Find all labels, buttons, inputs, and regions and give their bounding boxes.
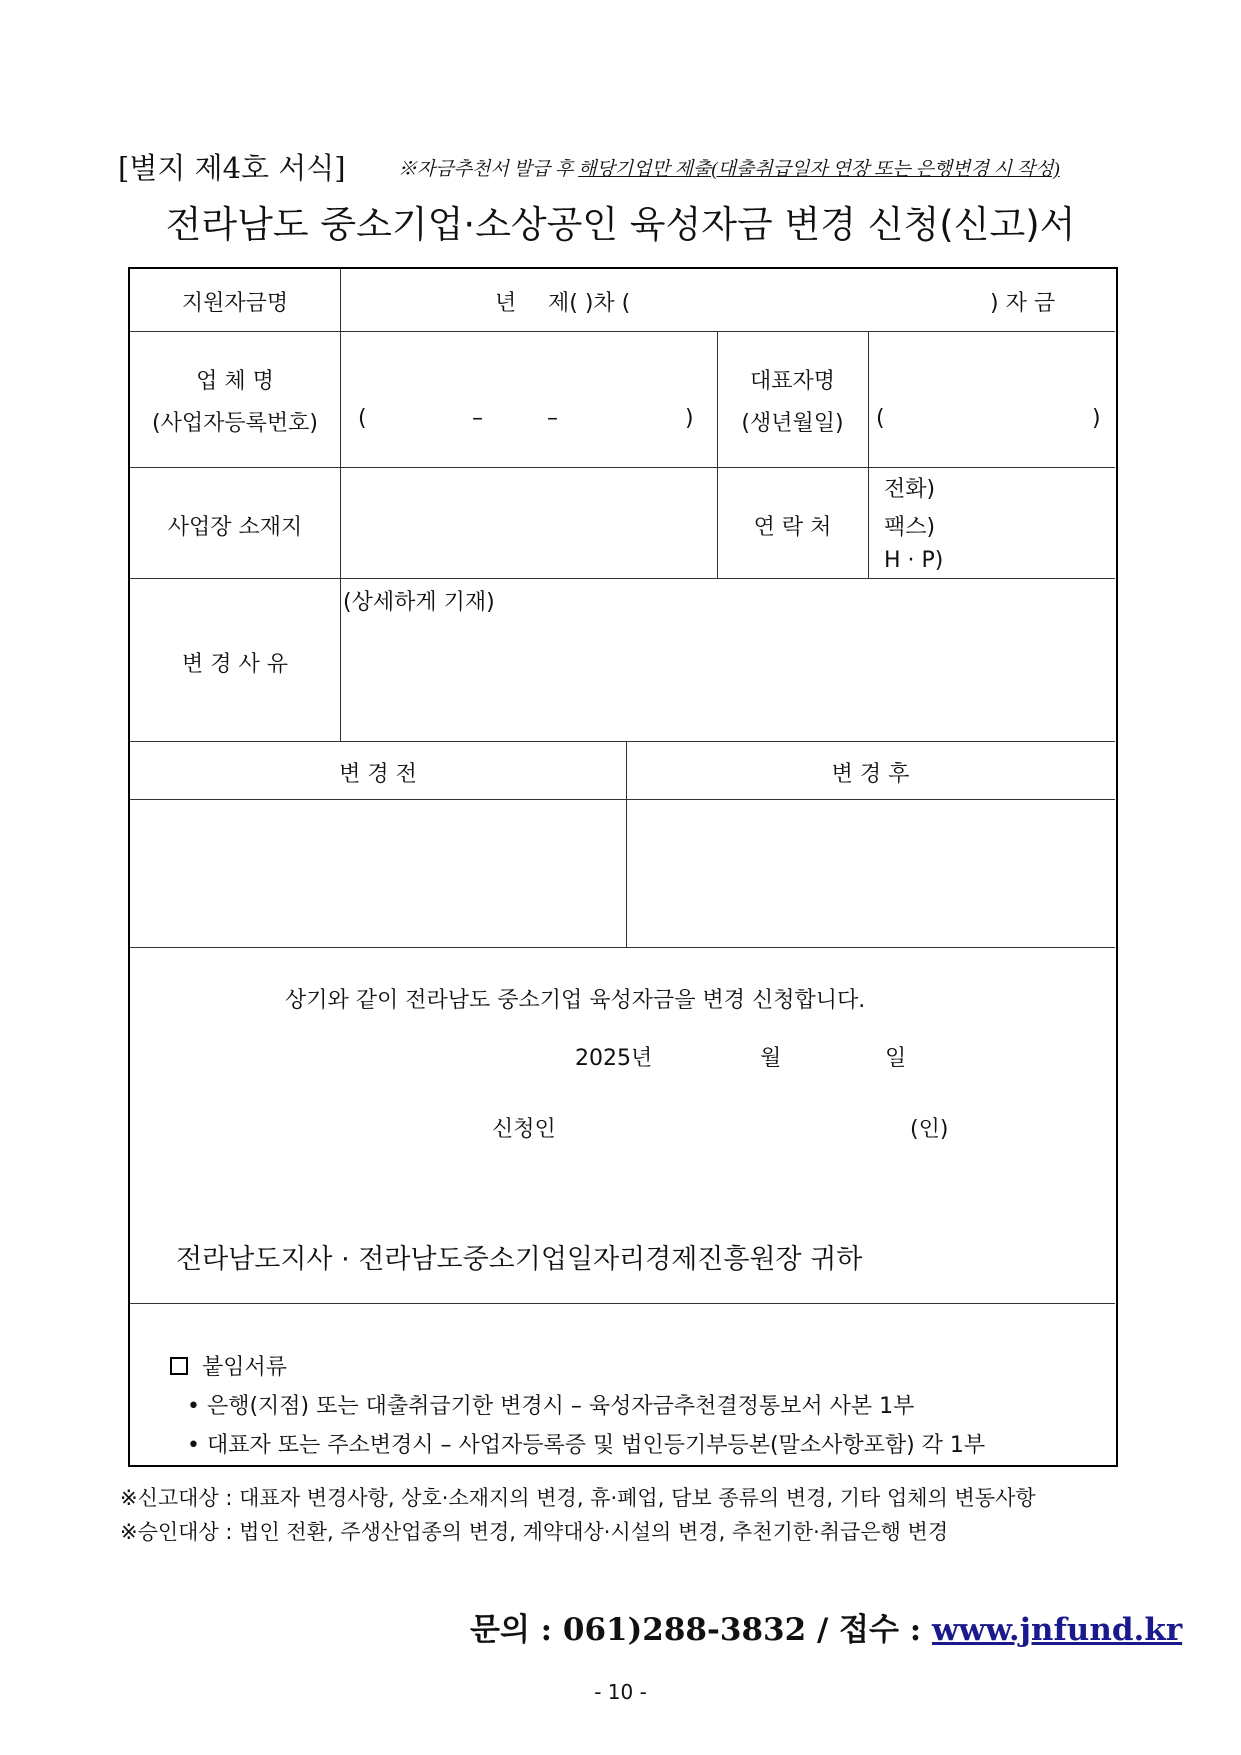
column-divider (868, 331, 869, 578)
seal-label: (인) (910, 1117, 949, 1142)
attachment-item: • 대표자 또는 주소변경시 – 사업자등록증 및 법인등기부등본(말소사항포함) 각 1부 (187, 1433, 986, 1458)
form-number-label: [별지 제4호 서식] (118, 151, 346, 185)
row-divider (130, 331, 1115, 332)
fax-label: 팩스) (884, 515, 936, 540)
birthdate-label: (생년월일) (741, 411, 844, 436)
attachment-item: • 은행(지점) 또는 대출취급기한 변경시 – 육성자금추천결정통보서 사본 1부 (187, 1394, 915, 1419)
inquiry-label: 문의 : 061)288-3832 / 접수 : (470, 1612, 932, 1648)
biz-no-dash: – (547, 406, 558, 431)
phone-label: 전화) (884, 477, 936, 502)
row-divider (130, 947, 1115, 948)
page-number: - 10 - (594, 1680, 647, 1704)
date-year: 2025년 (575, 1046, 653, 1071)
submission-note (398, 154, 1060, 181)
fund-name-label: 지원자금명 (181, 291, 289, 316)
row-divider (130, 1303, 1115, 1304)
date-month: 월 (760, 1046, 782, 1071)
fund-suffix: ) 자 금 (990, 291, 1056, 316)
application-form-table (128, 267, 1118, 1467)
column-divider (340, 269, 341, 741)
change-reason-hint: (상세하게 기재) (343, 590, 495, 615)
fund-round: 제( )차 ( (548, 291, 631, 316)
submission-note-underlined: 해당기업만 제출(대출취급일자 연장 또는 은행변경 시 작성) (578, 159, 1060, 180)
before-change-label: 변 경 전 (339, 762, 417, 787)
approval-target-note: ※승인대상 : 법인 전환, 주생산업종의 변경, 계약대상·시설의 변경, 추천기한·취급은행 변경 (120, 1520, 949, 1544)
document-title: 전라남도 중소기업·소상공인 육성자금 변경 신청(신고)서 (165, 203, 1076, 246)
row-divider (130, 467, 1115, 468)
date-day: 일 (885, 1046, 907, 1071)
attachments-title (170, 1350, 287, 1381)
website-link[interactable]: www.jnfund.kr (931, 1612, 1183, 1648)
attachments-title-text: 붙임서류 (202, 1355, 288, 1380)
checkbox-icon (170, 1357, 188, 1375)
fund-year: 년 (495, 291, 517, 316)
biz-no-open: ( (358, 406, 367, 431)
application-statement: 상기와 같이 전라남도 중소기업 육성자금을 변경 신청합니다. (285, 988, 866, 1013)
business-reg-label: (사업자등록번호) (152, 411, 318, 436)
birth-close: ) (1092, 406, 1101, 431)
birth-open: ( (876, 406, 885, 431)
change-reason-label: 변 경 사 유 (182, 652, 288, 677)
submission-note-prefix: ※자금추천서 발급 후 (398, 159, 579, 180)
after-change-label: 변 경 후 (831, 762, 910, 787)
row-divider (130, 741, 1115, 742)
row-divider (130, 799, 1115, 800)
report-target-note: ※신고대상 : 대표자 변경사항, 상호·소재지의 변경, 휴·폐업, 담보 종류의 변경, 기타 업체의 변동사항 (120, 1486, 1036, 1510)
contact-label: 연 락 처 (753, 515, 832, 540)
row-divider (130, 578, 1115, 579)
mobile-label: H · P) (884, 548, 944, 573)
biz-no-close: ) (685, 406, 694, 431)
applicant-label: 신청인 (492, 1117, 556, 1142)
address-label: 사업장 소재지 (167, 515, 303, 540)
representative-label: 대표자명 (749, 369, 835, 394)
addressee: 전라남도지사 · 전라남도중소기업일자리경제진흥원장 귀하 (176, 1244, 863, 1275)
biz-no-dash: – (472, 406, 483, 431)
company-name-label: 업 체 명 (196, 369, 274, 394)
inquiry-line (470, 1604, 1182, 1649)
